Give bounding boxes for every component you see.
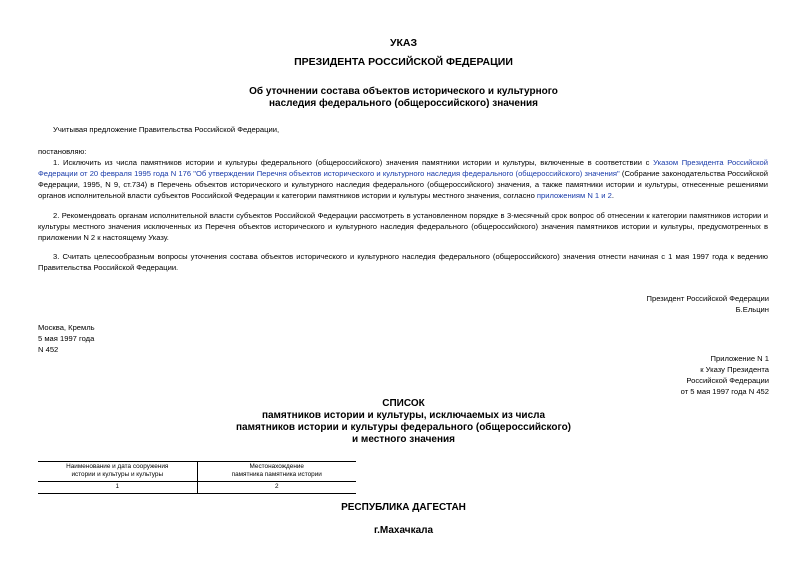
place-date: 5 мая 1997 года <box>38 334 95 343</box>
appendix-line1: Приложение N 1 <box>710 354 769 363</box>
column-header-name-line2: истории и культуры и культуры <box>71 471 164 478</box>
region-republic: РЕСПУБЛИКА ДАГЕСТАН <box>341 502 466 513</box>
appendix-block <box>681 353 769 397</box>
paragraph-1-text-a: 1. Исключить из числа памятников истории и культуры федерального (общероссийского) значения памятники истории и культуры, включенные в соответствии с <box>53 158 654 167</box>
column-header-location-line2: памятника памятника истории <box>231 471 322 478</box>
column-header-name <box>38 462 197 482</box>
decree-176-link[interactable]: Указом Президента Российской Федерации от 20 февраля 1995 года N 176 "Об утверждении Перечня объектов исторического и культурного наследия федерального (общероссийского) значения" <box>38 158 769 178</box>
appendix-line3: Российской Федерации <box>686 376 769 385</box>
list-title: СПИСОК <box>382 398 425 409</box>
paragraph-1-text-c: . <box>611 191 614 200</box>
monuments-table <box>38 461 356 494</box>
list-subtitle-1: памятников истории и культуры, исключаемых из числа <box>261 410 546 421</box>
column-header-location-line1: Местонахождение <box>249 463 304 470</box>
place-city: Москва, Кремль <box>38 323 95 332</box>
document-title <box>0 86 807 110</box>
paragraph-1-text-b: (Собрание законодательства Российской Федерации, 1995, N 9, ст.734) в Перечень объектов исторического и культурного наследия федерального (общероссийского) значения, а также памятники истории и культуры, отнесенные решениями органов исполнительной власти субъектов Российской Федерации к категории памятников истории и культуры местного значения, согласно <box>38 169 768 200</box>
appendices-link[interactable]: приложениям N 1 и 2 <box>536 191 612 200</box>
document-title-line2: наследия федерального (общероссийского) значения <box>268 98 538 109</box>
appendix-line2: к Указу Президента <box>700 365 769 374</box>
signature-block <box>647 293 769 315</box>
document-title-line1: Об уточнении состава объектов исторического и культурного <box>249 86 558 97</box>
signature-position: Президент Российской Федерации <box>646 294 769 303</box>
paragraph-1 <box>38 157 768 201</box>
intro-text: Учитывая предложение Правительства Российской Федерации, <box>53 125 280 134</box>
paragraph-3: 3. Считать целесообразным вопросы уточнения состава объектов исторического и культурного наследия федерального (общероссийского) значения отнести начиная с 1 мая 1997 года к ведению Правительства Российской Федерации. <box>38 252 768 272</box>
column-header-name-line1: Наименование и дата сооружения <box>66 463 169 470</box>
decree-word: постановляю: <box>38 147 87 156</box>
list-subtitle-2: памятников истории и культуры федерального (общероссийского) <box>235 422 572 433</box>
issuer-heading: ПРЕЗИДЕНТА РОССИЙСКОЙ ФЕДЕРАЦИИ <box>294 56 513 68</box>
list-subtitle-3: и местного значения <box>352 434 455 445</box>
list-heading <box>0 398 807 446</box>
column-number-1: 1 <box>38 482 197 494</box>
table-header-row <box>38 462 356 482</box>
place-date-block <box>38 322 95 355</box>
doc-type-heading: УКАЗ <box>389 37 418 49</box>
column-number-2: 2 <box>197 482 356 494</box>
table-row <box>38 482 356 494</box>
decree-number: N 452 <box>38 345 59 354</box>
appendix-line4: от 5 мая 1997 года N 452 <box>680 387 769 396</box>
signature-name: Б.Ельцин <box>735 305 769 314</box>
paragraph-2: 2. Рекомендовать органам исполнительной власти субъектов Российской Федерации рассмотреть в установленном порядке в 3-месячный срок вопрос об отнесении к категории памятников истории и культуры местного значения исключенных из Перечня объектов исторического и культурного наследия федерального (общероссийского) значения памятников истории и культуры, предусмотренных в приложении N 2 к настоящему Указу. <box>38 211 768 242</box>
column-header-location <box>197 462 356 482</box>
region-city: г.Махачкала <box>373 525 434 536</box>
